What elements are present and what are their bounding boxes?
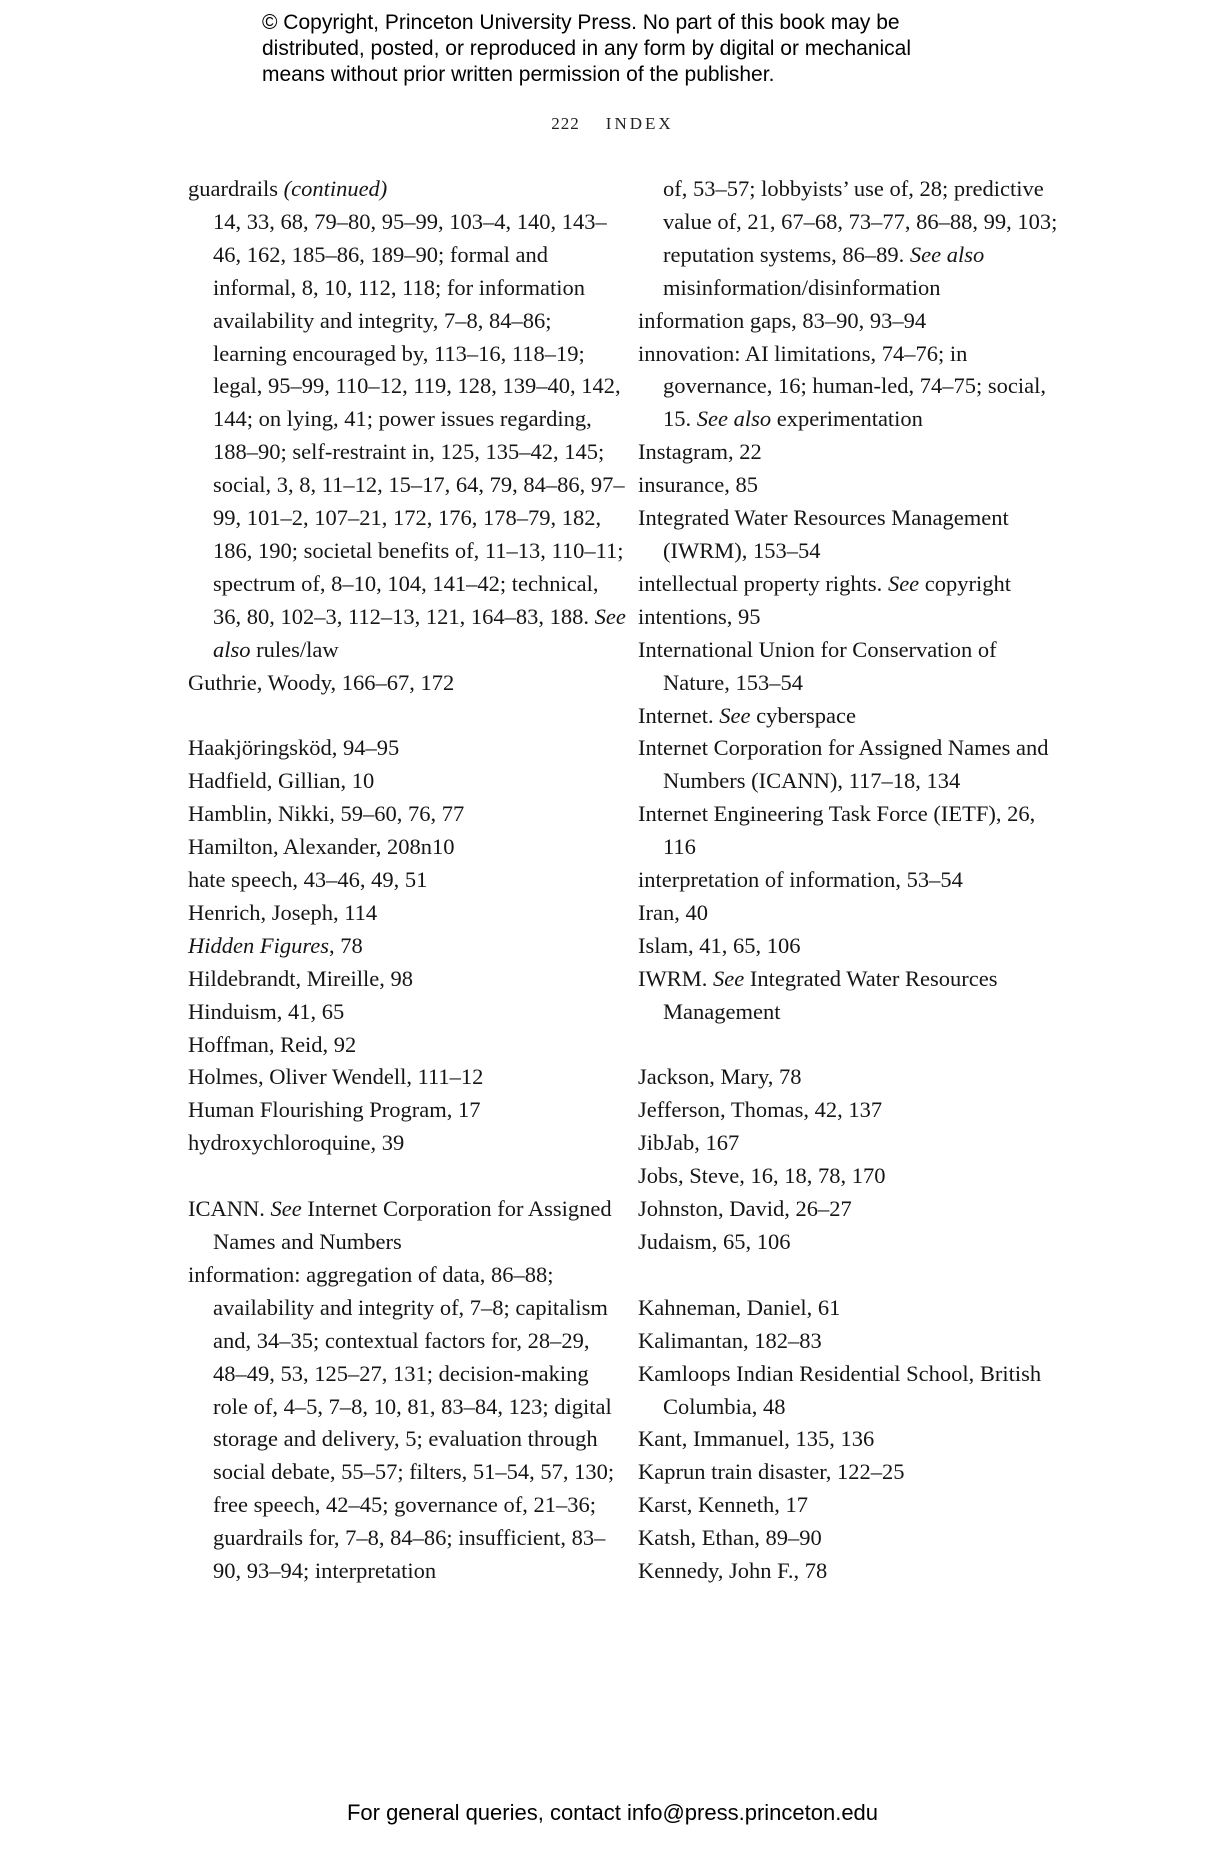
- index-entry: information: aggregation of data, 86–88; availability and integrity of, 7–8; capitalism and, 34–35; contextual factors for, 28–29, 48–49, 53, 125–27, 131; decision-making role of, 4–5, 7–8, 10, 81, 83–84, 123; digital storage and delivery, 5; evaluation through social debate, 55–57; filters, 51–54, 57, 130; free speech, 42–45; governance of, 21–36; guardrails for, 7–8, 84–86; insufficient, 83–90, 93–94; interpretation: [188, 1261, 615, 1584]
- index-entry-continuation: [638, 173, 1058, 305]
- index-entry: Hinduism, 41, 65: [188, 998, 345, 1024]
- footer-contact: For general queries, contact info@press.princeton.edu: [346, 1800, 879, 1825]
- see-also-target: experimentation: [776, 406, 923, 432]
- index-entry: Internet Corporation for Assigned Names and Numbers (ICANN), 117–18, 134: [638, 735, 1049, 794]
- index-entry: hate speech, 43–46, 49, 51: [188, 867, 428, 893]
- index-entry: [638, 700, 1058, 733]
- index-entry: [638, 568, 1058, 601]
- entry-term: ICANN.: [188, 1196, 265, 1222]
- see-target: Internet Corporation for Assigned Names and Numbers: [213, 1196, 612, 1254]
- index-entry: Guthrie, Woody, 166–67, 172: [188, 669, 455, 695]
- index-entry: [188, 1193, 628, 1259]
- see-also-label: See also: [213, 603, 626, 662]
- index-entry: Islam, 41, 65, 106: [638, 932, 801, 958]
- see-target: copyright: [924, 570, 1012, 596]
- index-entry: JibJab, 167: [638, 1130, 740, 1156]
- entry-term: guardrails: [188, 176, 278, 201]
- index-entry: Jefferson, Thomas, 42, 137: [638, 1097, 883, 1123]
- index-entry: Hoffman, Reid, 92: [188, 1031, 357, 1057]
- see-also-label: See also: [909, 241, 985, 267]
- index-entry: Hadfield, Gillian, 10: [188, 768, 375, 794]
- index-entry: Johnston, David, 26–27: [638, 1196, 852, 1222]
- index-entry: Jackson, Mary, 78: [638, 1064, 802, 1090]
- subentries-text: innovation: AI limitations, 74–76; in governance, 16; human-led, 74–75; social, 15.: [638, 340, 1047, 432]
- entry-term: Internet.: [638, 702, 714, 728]
- index-continuation-head: [188, 173, 628, 206]
- index-entry: Jobs, Steve, 16, 18, 78, 170: [638, 1163, 886, 1189]
- see-label: See: [713, 965, 745, 991]
- see-label: See: [719, 702, 751, 728]
- index-entry: Kennedy, John F., 78: [638, 1558, 828, 1584]
- index-entry: insurance, 85: [638, 472, 758, 498]
- index-entry: Kalimantan, 182–83: [638, 1327, 822, 1353]
- see-target: cyberspace: [756, 702, 857, 728]
- index-entry: information gaps, 83–90, 93–94: [638, 307, 927, 333]
- running-head: [0, 114, 1225, 134]
- index-entry: Hildebrandt, Mireille, 98: [188, 965, 413, 991]
- index-entry: hydroxychloroquine, 39: [188, 1130, 405, 1156]
- index-entry: Integrated Water Resources Management (IWRM), 153–54: [638, 505, 1009, 563]
- index-entry: interpretation of information, 53–54: [638, 867, 963, 893]
- index-entry: Kaprun train disaster, 122–25: [638, 1459, 905, 1485]
- index-entry: Human Flourishing Program, 17: [188, 1097, 481, 1123]
- index-entry: Karst, Kenneth, 17: [638, 1492, 808, 1518]
- index-entry: [638, 338, 1058, 437]
- index-entry: Kahneman, Daniel, 61: [638, 1294, 841, 1320]
- letter-group-gap: [638, 1029, 1058, 1062]
- letter-group-gap: [188, 1160, 628, 1193]
- page-number: 222: [551, 114, 580, 133]
- index-column-right: [638, 173, 1058, 1588]
- see-target: Integrated Water Resources Management: [663, 965, 998, 1024]
- index-entry: [188, 930, 628, 963]
- index-entry: Holmes, Oliver Wendell, 111–12: [188, 1064, 484, 1090]
- index-entry: International Union for Conservation of Nature, 153–54: [638, 636, 997, 695]
- section-title: INDEX: [605, 114, 674, 133]
- subentries-text: 14, 33, 68, 79–80, 95–99, 103–4, 140, 143–46, 162, 185–86, 189–90; formal and informal, 8, 10, 112, 118; for information availability and integrity, 7–8, 84–86; learning encouraged by, 113–16, 118–19; legal, 95–99, 110–12, 119, 128, 139–40, 142, 144; on lying, 41; power issues regarding, 188–90; self-restraint in, 125, 135–42, 145; social, 3, 8, 11–12, 15–17, 64, 79, 84–86, 97–99, 101–2, 107–21, 172, 176, 178–79, 182, 186, 190; societal benefits of, 11–13, 110–11; spectrum of, 8–10, 104, 141–42; technical, 36, 80, 102–3, 112–13, 121, 164–83, 188.: [213, 208, 625, 629]
- copyright-line: distributed, posted, or reproduced in any form by digital or mechanical: [262, 37, 912, 60]
- copyright-line: © Copyright, Princeton University Press. No part of this book may be: [262, 11, 900, 34]
- work-title: Hidden Figures: [188, 932, 330, 958]
- see-also-target: rules/law: [256, 636, 339, 662]
- index-entry: Katsh, Ethan, 89–90: [638, 1525, 822, 1551]
- index-entry-subentries: [188, 206, 628, 667]
- subentries-text: of, 53–57; lobbyists’ use of, 28; predictive value of, 21, 67–68, 73–77, 86–88, 99, 103; reputation systems, 86–89.: [663, 176, 1058, 267]
- index-entry: Hamblin, Nikki, 59–60, 76, 77: [188, 801, 465, 827]
- index-entry: Kant, Immanuel, 135, 136: [638, 1426, 875, 1452]
- index-entry: Henrich, Joseph, 114: [188, 899, 378, 925]
- see-also-label: See also: [696, 406, 772, 432]
- letter-group-gap: [638, 1259, 1058, 1292]
- entry-pages: , 78: [329, 932, 363, 958]
- see-also-target: misinformation/disinformation: [663, 274, 941, 300]
- see-label: See: [270, 1196, 302, 1222]
- index-entry: Haakjöringsköd, 94–95: [188, 735, 400, 761]
- index-entry: Iran, 40: [638, 899, 708, 925]
- index-column-left: [188, 173, 628, 1588]
- index-entry: intentions, 95: [638, 603, 761, 629]
- see-label: See: [887, 570, 920, 596]
- index-entry: Hamilton, Alexander, 208n10: [188, 834, 455, 860]
- index-entry: Kamloops Indian Residential School, British Columbia, 48: [638, 1360, 1042, 1419]
- copyright-line: means without prior written permission of the publisher.: [262, 63, 775, 86]
- copyright-notice: [262, 10, 1022, 88]
- entry-term: intellectual property rights.: [638, 570, 883, 596]
- continued-tag: (continued): [283, 176, 388, 201]
- index-entry: Judaism, 65, 106: [638, 1228, 791, 1254]
- index-entry: Internet Engineering Task Force (IETF), 26, 116: [638, 801, 1036, 860]
- letter-group-gap: [188, 700, 628, 733]
- index-entry: Instagram, 22: [638, 439, 762, 465]
- index-entry: [638, 963, 1058, 1029]
- entry-term: IWRM.: [638, 965, 708, 991]
